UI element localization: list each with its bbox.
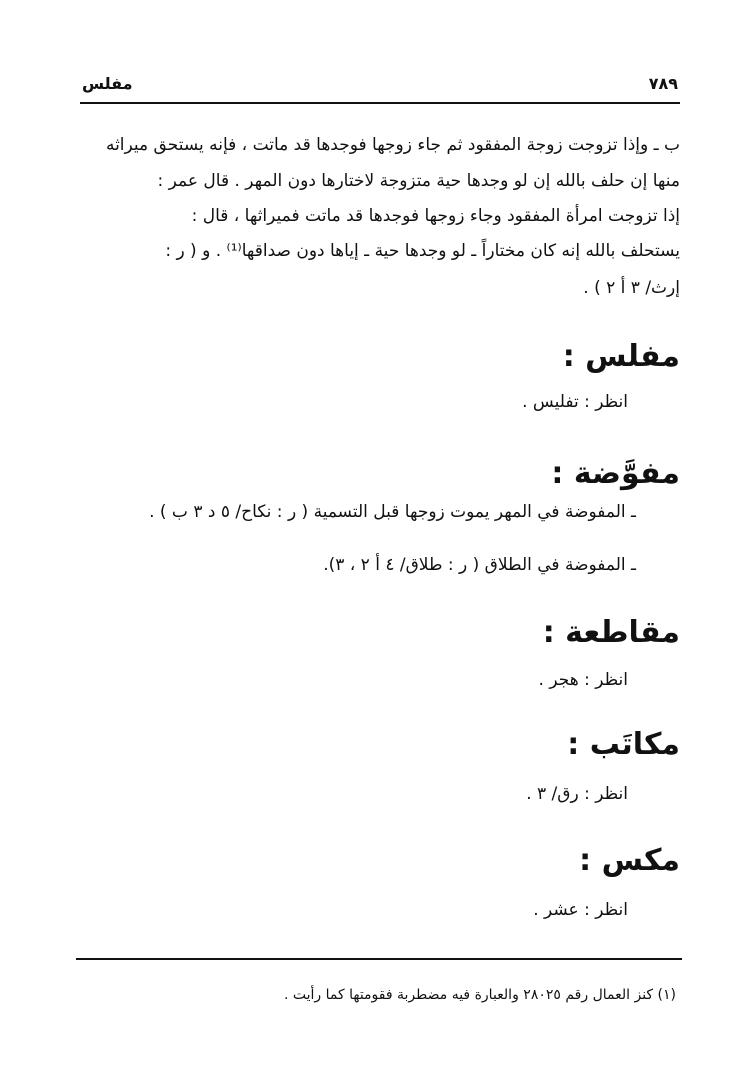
page-header	[82, 74, 678, 100]
entry-text: انظر : هجر .	[538, 670, 628, 690]
entry-text: ـ المفوضة في المهر يموت زوجها قبل التسمية ( ر : نكاح/ ٥ د ٣ ب ) .	[149, 502, 636, 522]
footnote-rule	[76, 958, 682, 960]
page-number: ٧٨٩	[648, 74, 678, 93]
running-title: مفلس	[82, 74, 133, 93]
footnote: (١) كنز العمال رقم ٢٨٠٢٥ والعبارة فيه مضطربة فقومتها كما رأيت .	[283, 987, 676, 1003]
entry-heading-muflis: مفلس :	[562, 339, 680, 374]
intro-line: إرث/ ٣ أ ٢ ) .	[583, 278, 680, 298]
entry-heading-muqataa: مقاطعة :	[542, 615, 680, 650]
entry-text: انظر : عشر .	[533, 900, 628, 920]
intro-line: ب ـ وإذا تزوجت زوجة المفقود ثم جاء زوجها فوجدها قد ماتت ، فإنه يستحق ميراثه	[105, 135, 680, 155]
entry-text: انظر : رق/ ٣ .	[526, 784, 628, 804]
entry-text: ـ المفوضة في الطلاق ( ر : طلاق/ ٤ أ ٢ ، ٣).	[323, 555, 636, 575]
entry-text: انظر : تفليس .	[522, 392, 628, 412]
intro-line: يستحلف بالله إنه كان مختاراً ـ لو وجدها حية ـ إياها دون صداقها⁽¹⁾ . و ( ر :	[165, 241, 680, 261]
header-rule	[80, 102, 680, 104]
entry-heading-mukatab: مكاتَب :	[567, 727, 680, 762]
intro-line: منها إن حلف بالله إن لو وجدها حية متزوجة لاختارها دون المهر . قال عمر :	[157, 171, 680, 191]
entry-heading-mufawwada: مفوَّضة :	[551, 456, 680, 491]
intro-line: إذا تزوجت امرأة المفقود وجاء زوجها فوجدها قد ماتت فميراثها ، قال :	[191, 206, 680, 226]
entry-heading-maks: مكس :	[579, 843, 680, 878]
